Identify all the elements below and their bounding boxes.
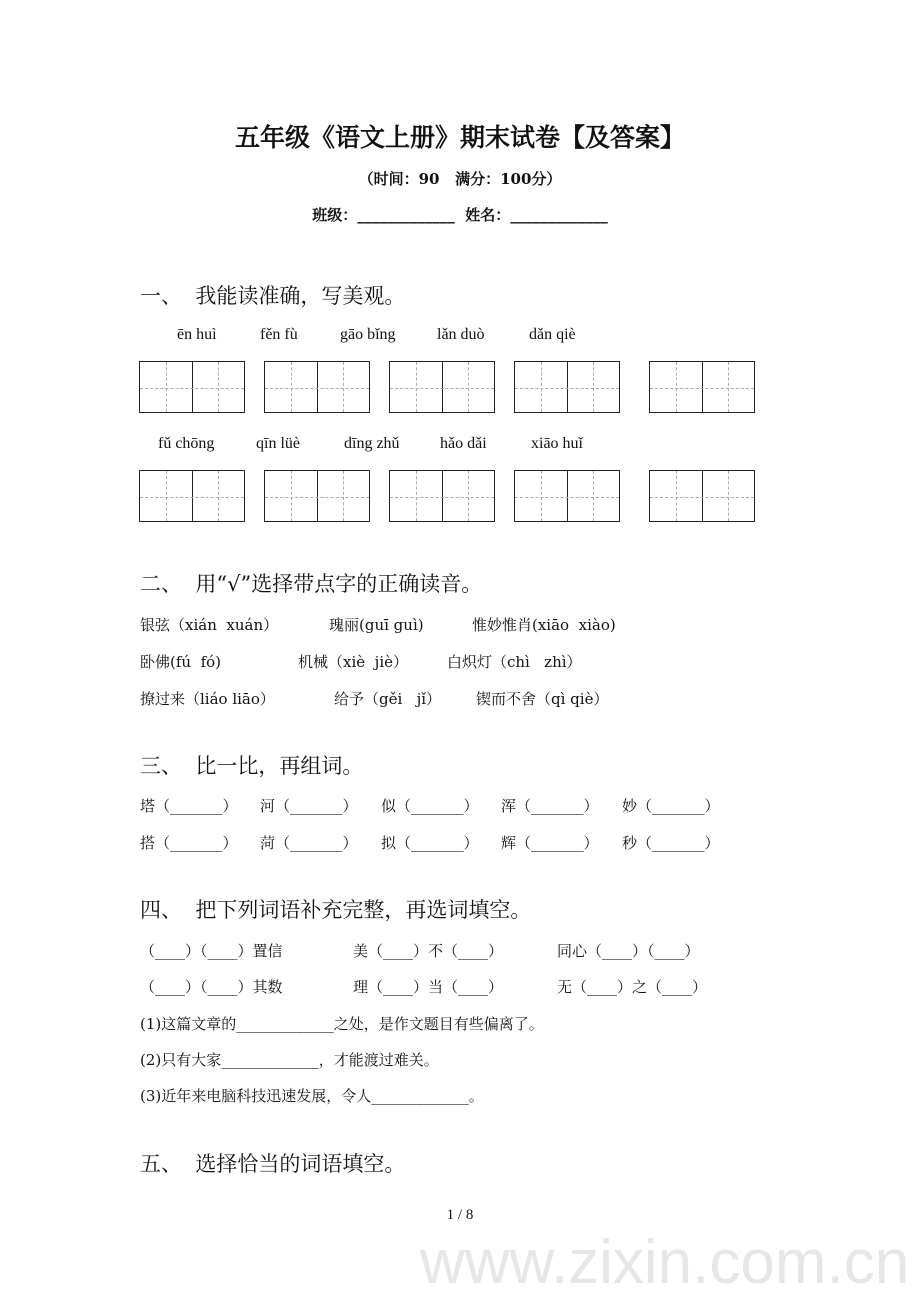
writing-grid[interactable]: [514, 361, 620, 413]
compare-item: 秒（_______）: [622, 834, 720, 852]
reading-item: 锲而不舍（qì qiè）: [476, 690, 609, 708]
idiom-item: 同心（____）（____）: [557, 942, 700, 960]
compare-item: 塔（_______）: [140, 797, 238, 815]
writing-grid[interactable]: [649, 361, 755, 413]
reading-item: 给予（gěi jǐ）: [334, 690, 442, 708]
page-number: 1 / 8: [446, 1207, 474, 1223]
pinyin: lǎn duò: [437, 326, 485, 343]
exam-info: （时间：90 满分：100分）: [358, 170, 562, 188]
writing-grid[interactable]: [389, 361, 495, 413]
idiom-item: 无（____）之（____）: [557, 978, 708, 996]
compare-item: 似（_______）: [381, 797, 479, 815]
writing-grid[interactable]: [649, 470, 755, 522]
pinyin: gāo bǐng: [340, 326, 396, 343]
writing-grid[interactable]: [389, 470, 495, 522]
fill-question: (3)近年来电脑科技迅速发展，令人_____________。: [140, 1087, 484, 1105]
compare-item: 辉（_______）: [501, 834, 599, 852]
pinyin: qīn lüè: [256, 435, 300, 452]
pinyin: dǎn qiè: [529, 326, 576, 343]
compare-item: 菏（_______）: [260, 834, 358, 852]
section-4-heading: 四、 把下列词语补充完整，再选词填空。: [140, 898, 532, 922]
fill-question: (1)这篇文章的_____________之处，是作文题目有些偏离了。: [140, 1015, 544, 1033]
pinyin: dīng zhǔ: [344, 435, 400, 452]
section-5-heading: 五、 选择恰当的词语填空。: [140, 1152, 406, 1176]
writing-grid[interactable]: [139, 470, 245, 522]
section-1-heading: 一、 我能读准确，写美观。: [140, 284, 406, 308]
watermark: www.zixin.com.cn: [420, 1228, 910, 1297]
compare-item: 浑（_______）: [501, 797, 599, 815]
pinyin: fěn fù: [260, 326, 298, 343]
reading-item: 瑰丽(guī guì): [329, 616, 424, 634]
reading-item: 撩过来（liáo liāo）: [140, 690, 275, 708]
pinyin: ēn huì: [177, 326, 217, 343]
reading-item: 卧佛(fú fó): [140, 653, 222, 671]
idiom-item: 理（____）当（____）: [353, 978, 504, 996]
class-name-line: 班级：_____________ 姓名：_____________: [312, 206, 608, 224]
reading-item: 白炽灯（chì zhì）: [447, 653, 582, 671]
writing-grid[interactable]: [264, 470, 370, 522]
writing-grid[interactable]: [139, 361, 245, 413]
compare-item: 河（_______）: [260, 797, 358, 815]
fill-question: (2)只有大家_____________，才能渡过难关。: [140, 1051, 439, 1069]
pinyin: xiāo huǐ: [531, 435, 583, 452]
page-title: 五年级《语文上册》期末试卷【及答案】: [234, 123, 685, 152]
section-3-heading: 三、 比一比，再组词。: [140, 754, 364, 778]
compare-item: 拟（_______）: [381, 834, 479, 852]
section-2-heading: 二、 用“√”选择带点字的正确读音。: [140, 572, 483, 596]
pinyin: fǔ chōng: [158, 435, 215, 452]
idiom-item: （____）（____）其数: [140, 978, 283, 996]
compare-item: 妙（_______）: [622, 797, 720, 815]
idiom-item: （____）（____）置信: [140, 942, 283, 960]
reading-item: 银弦（xián xuán）: [140, 616, 279, 634]
compare-item: 搭（_______）: [140, 834, 238, 852]
pinyin: hǎo dǎi: [440, 435, 487, 452]
idiom-item: 美（____）不（____）: [353, 942, 504, 960]
writing-grid[interactable]: [514, 470, 620, 522]
writing-grid[interactable]: [264, 361, 370, 413]
reading-item: 惟妙惟肖(xiāo xiào): [472, 616, 616, 634]
reading-item: 机械（xiè jiè）: [298, 653, 408, 671]
